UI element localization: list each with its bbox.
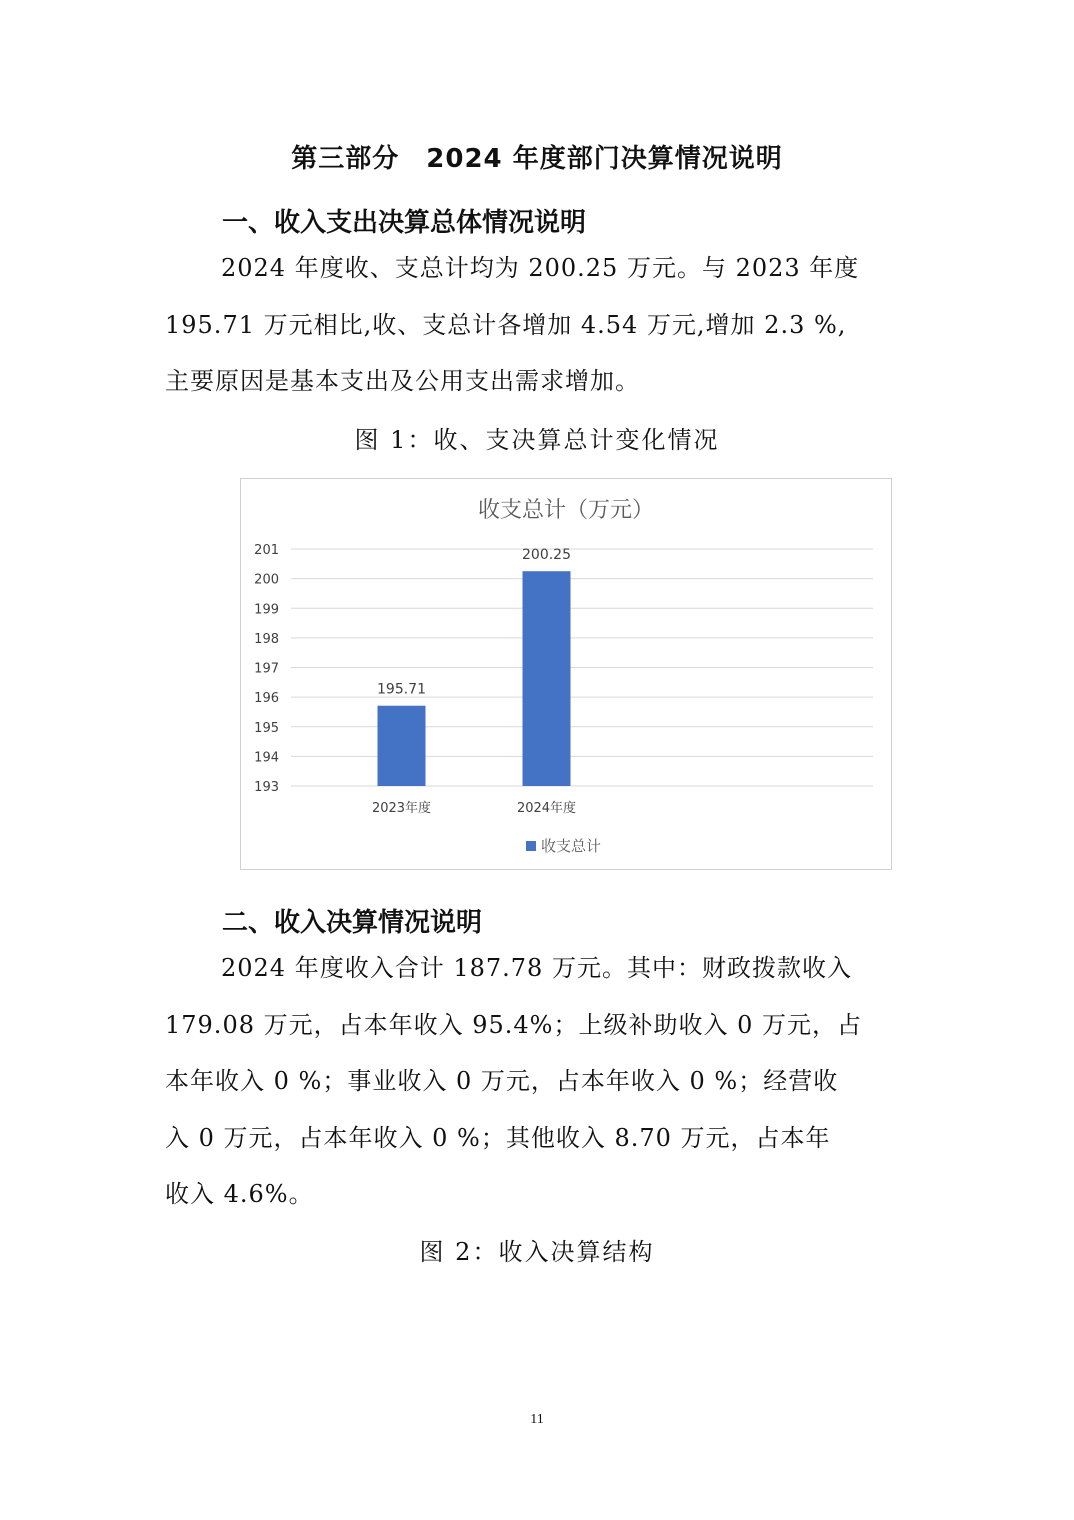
y-tick-label: 194	[254, 750, 279, 766]
section2-heading: 二、收入决算情况说明	[222, 908, 483, 938]
x-tick-label: 2024年度	[516, 801, 577, 816]
figure2-caption: 图 2：收入决算结构	[419, 1238, 655, 1266]
section1-heading: 一、收入支出决算总体情况说明	[222, 208, 587, 238]
legend-swatch	[526, 841, 536, 851]
y-tick-label: 200	[254, 572, 279, 588]
page-title: 第三部分 2024 年度部门决算情况说明	[291, 144, 783, 174]
chart-bar	[523, 571, 571, 786]
x-tick-label: 2023年度	[371, 801, 432, 816]
bar-data-label: 200.25	[522, 547, 571, 564]
paragraph-line: 收入 4.6%。	[165, 1180, 314, 1208]
chart-y-axis	[254, 543, 279, 795]
bar-data-label: 195.71	[377, 681, 426, 698]
figure1-caption: 图 1：收、支决算总计变化情况	[354, 426, 720, 454]
y-tick-label: 195	[254, 720, 279, 736]
chart-legend	[526, 837, 601, 855]
paragraph-line: 195.71 万元相比,收、支总计各增加 4.54 万元,增加 2.3 %,	[165, 310, 847, 339]
paragraph-line: 179.08 万元，占本年收入 95.4%；上级补助收入 0 万元，占	[165, 1010, 863, 1039]
paragraph-line: 主要原因是基本支出及公用支出需求增加。	[165, 367, 640, 395]
section2-paragraph	[165, 940, 913, 1223]
section1-paragraph	[165, 240, 913, 410]
chart-bar	[378, 706, 426, 786]
chart-title: 收支总计（万元）	[477, 498, 655, 523]
paragraph-line: 2024 年度收、支总计均为 200.25 万元。与 2023 年度	[221, 254, 860, 282]
y-tick-label: 197	[254, 661, 279, 677]
y-tick-label: 193	[254, 780, 279, 795]
legend-label: 收支总计	[541, 837, 602, 855]
y-tick-label: 198	[254, 631, 279, 647]
y-tick-label: 199	[254, 602, 279, 618]
paragraph-line: 本年收入 0 %；事业收入 0 万元，占本年收入 0 %；经营收	[165, 1067, 839, 1095]
chart-x-axis	[372, 800, 576, 816]
page-number: 11	[530, 1412, 544, 1427]
chart-bars	[378, 571, 571, 786]
y-tick-label: 196	[254, 691, 279, 707]
paragraph-line: 入 0 万元，占本年收入 0 %；其他收入 8.70 万元，占本年	[165, 1123, 831, 1152]
y-tick-label: 201	[254, 543, 279, 558]
chart-svg	[241, 479, 891, 869]
paragraph-line: 2024 年度收入合计 187.78 万元。其中：财政拨款收入	[221, 954, 852, 982]
bar-chart	[240, 478, 892, 870]
